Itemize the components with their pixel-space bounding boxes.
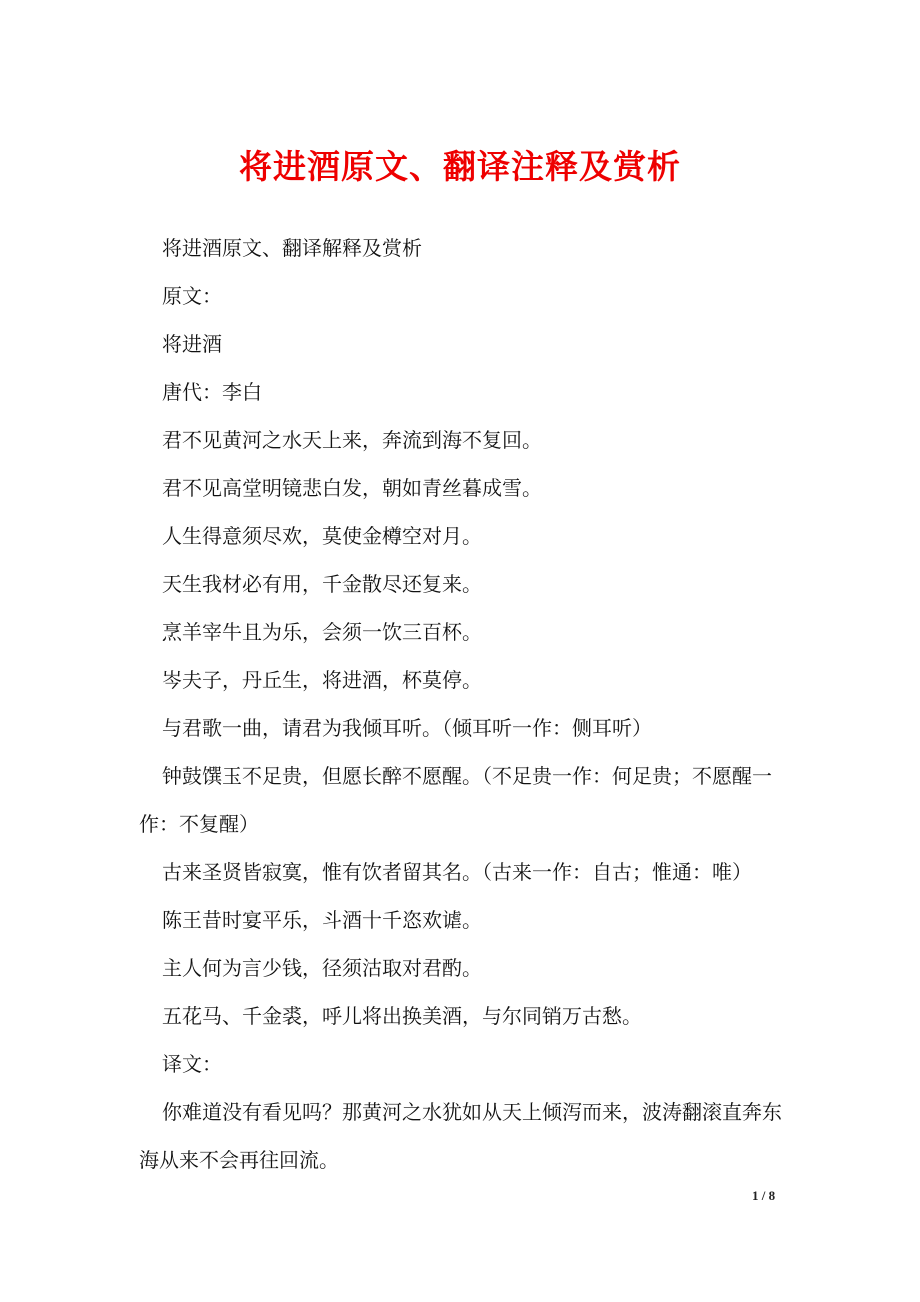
paragraph: 钟鼓馔玉不足贵，但愿长醉不愿醒。（不足贵一作：何足贵；不愿醒一作：不复醒） <box>139 764 772 836</box>
paragraph: 君不见黄河之水天上来，奔流到海不复回。 <box>162 428 542 452</box>
paragraph: 原文： <box>162 284 222 308</box>
paragraph: 岑夫子，丹丘生，将进酒，杯莫停。 <box>162 668 482 692</box>
paragraph: 将进酒 <box>162 332 222 356</box>
paragraph: 天生我材必有用，千金散尽还复来。 <box>162 572 482 596</box>
document-body <box>139 224 789 1184</box>
paragraph: 你难道没有看见吗？那黄河之水犹如从天上倾泻而来，波涛翻滚直奔东海从来不会再往回流。 <box>139 1100 782 1172</box>
paragraph: 陈王昔时宴平乐，斗酒十千恣欢谑。 <box>162 908 482 932</box>
paragraph: 人生得意须尽欢，莫使金樽空对月。 <box>162 524 482 548</box>
paragraph: 与君歌一曲，请君为我倾耳听。（倾耳听一作：侧耳听） <box>162 716 652 740</box>
paragraph: 古来圣贤皆寂寞，惟有饮者留其名。（古来一作：自古；惟通：唯） <box>162 860 752 884</box>
paragraph: 君不见高堂明镜悲白发，朝如青丝暮成雪。 <box>162 476 542 500</box>
paragraph: 将进酒原文、翻译解释及赏析 <box>162 236 422 260</box>
paragraph: 五花马、千金裘，呼儿将出换美酒，与尔同销万古愁。 <box>162 1004 642 1028</box>
paragraph: 烹羊宰牛且为乐，会须一饮三百杯。 <box>162 620 482 644</box>
paragraph: 译文： <box>162 1052 222 1076</box>
page-number: 1 / 8 <box>752 1188 776 1203</box>
paragraph: 唐代：李白 <box>162 380 262 404</box>
paragraph: 主人何为言少钱，径须沽取对君酌。 <box>162 956 482 980</box>
document-title: 将进酒原文、翻译注释及赏析 <box>239 147 681 186</box>
